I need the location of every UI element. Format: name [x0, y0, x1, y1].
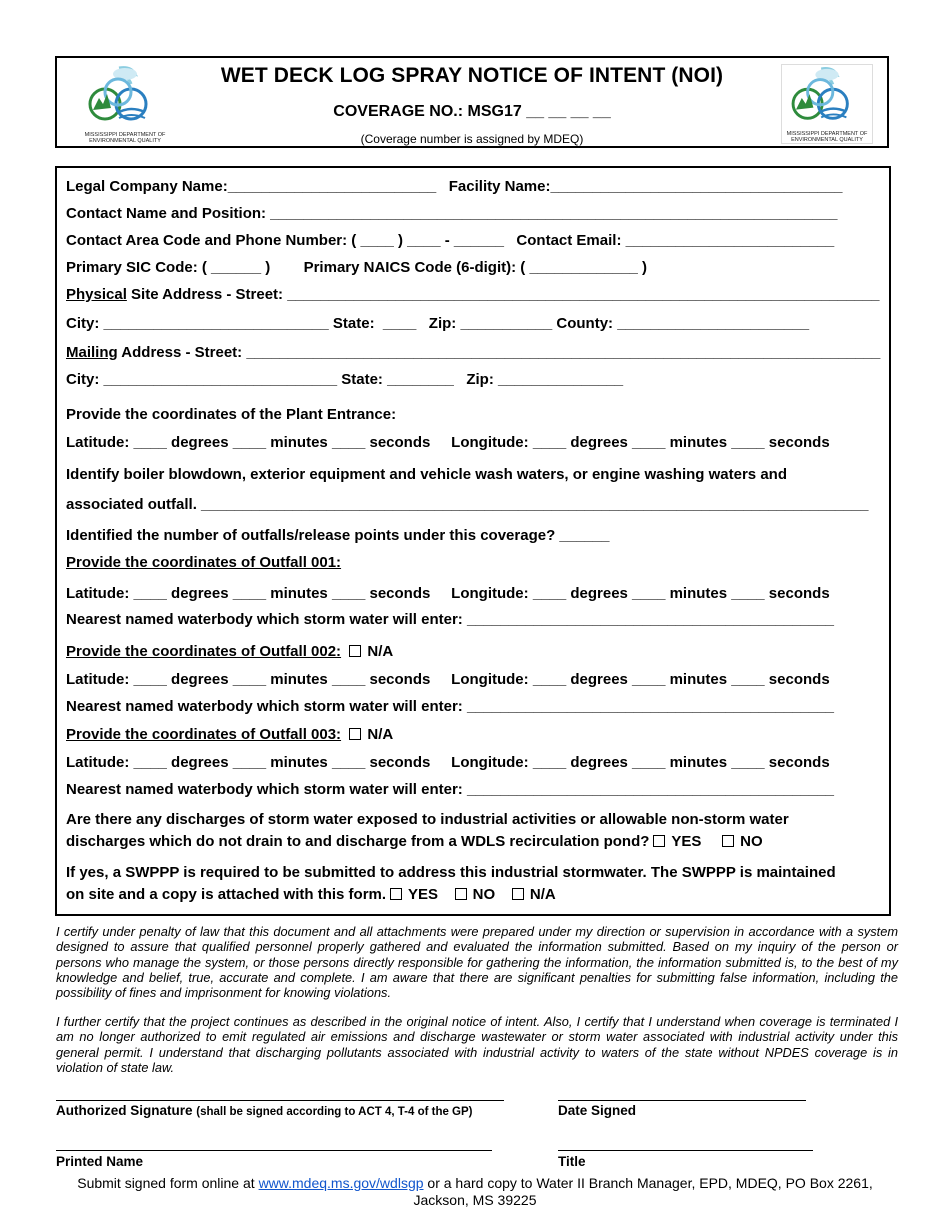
sic-naics-field[interactable]: Primary SIC Code: ( ______ ) Primary NAICS Code (6-digit): ( _____________ )	[66, 259, 648, 276]
plant-entrance-coordinates-field[interactable]: Latitude: ____ degrees ____ minutes ____ seconds Longitude: ____ degrees ____ minutes ____ seconds	[66, 434, 830, 451]
outfall-003-heading	[66, 726, 393, 744]
outfall-003-na-checkbox[interactable]	[349, 728, 361, 740]
date-signed-line[interactable]	[558, 1100, 806, 1101]
title-line[interactable]	[558, 1150, 813, 1151]
swppp-question-line-2	[66, 886, 556, 904]
noi-form	[55, 166, 891, 916]
submission-instructions	[60, 1175, 890, 1209]
associated-outfall-field[interactable]: associated outfall. ________________________________________________________________________________	[66, 496, 869, 513]
physical-address-field[interactable]	[66, 286, 880, 304]
stormwater-discharge-question-line-2	[66, 833, 763, 851]
logo-caption-line-2: ENVIRONMENTAL QUALITY	[791, 137, 863, 143]
physical-address-rest: Site Address - Street: _______________________________________________________________________	[126, 286, 880, 303]
swppp-question-line-1: If yes, a SWPPP is required to be submitted to address this industrial stormwater. The SWPPP is maintained	[66, 864, 836, 881]
swppp-question-text: on site and a copy is attached with this form.	[66, 886, 387, 903]
mdeq-logo-icon	[782, 65, 872, 129]
outfall-002-na-label: N/A	[367, 643, 394, 660]
stormwater-yes-label: YES	[671, 833, 702, 850]
outfall-003-heading-text: Provide the coordinates of Outfall 003:	[66, 726, 342, 743]
outfall-002-coordinates-field[interactable]: Latitude: ____ degrees ____ minutes ____ seconds Longitude: ____ degrees ____ minutes ____ seconds	[66, 671, 830, 688]
stormwater-yes-checkbox[interactable]	[653, 835, 665, 847]
swppp-na-checkbox[interactable]	[512, 888, 524, 900]
company-facility-field[interactable]: Legal Company Name:_________________________ Facility Name:___________________________________	[66, 178, 843, 195]
outfall-count-field[interactable]: Identified the number of outfalls/release points under this coverage? ______	[66, 527, 610, 544]
outfall-003-waterbody-field[interactable]: Nearest named waterbody which storm water will enter: ____________________________________________	[66, 781, 835, 798]
mailing-label: Mailing	[66, 344, 118, 361]
outfall-001-coordinates-field[interactable]: Latitude: ____ degrees ____ minutes ____ seconds Longitude: ____ degrees ____ minutes ____ seconds	[66, 585, 830, 602]
mdeq-logo-right	[781, 64, 873, 144]
contact-phone-email-field[interactable]: Contact Area Code and Phone Number: ( ____ ) ____ - ______ Contact Email: _________________________	[66, 232, 835, 249]
page-title: WET DECK LOG SPRAY NOTICE OF INTENT (NOI)	[220, 64, 724, 87]
form-header	[55, 56, 889, 148]
mailing-city-state-zip-field[interactable]: City: ____________________________ State: ________ Zip: _______________	[66, 371, 624, 388]
outfall-003-coordinates-field[interactable]: Latitude: ____ degrees ____ minutes ____ seconds Longitude: ____ degrees ____ minutes ____ seconds	[66, 754, 830, 771]
printed-name-line[interactable]	[56, 1150, 492, 1151]
footer-text-before: Submit signed form online at	[77, 1175, 259, 1191]
printed-name-label: Printed Name	[56, 1154, 144, 1169]
physical-city-state-zip-field[interactable]: City: ___________________________ State: ____ Zip: ___________ County: _______________________	[66, 315, 810, 332]
certification-paragraph-2: I further certify that the project continues as described in the original notice of intent. Also, I certify that I understand when coverage is terminated I am no longer authorized to emit regulated air emissions and discharge wastewater or storm water associated with industrial activity under this general permit. I understand that discharging pollutants associated with industrial activity to waters of the state without NPDES coverage is in violation of state law.	[56, 1014, 898, 1075]
logo-caption-line-2: ENVIRONMENTAL QUALITY	[89, 138, 161, 144]
stormwater-discharge-question-text: discharges which do not drain to and discharge from a WDLS recirculation pond?	[66, 833, 650, 850]
wdlsgp-link[interactable]: www.mdeq.ms.gov/wdlsgp	[258, 1175, 424, 1191]
physical-label: Physical	[66, 286, 127, 303]
logo-caption	[782, 131, 872, 143]
authorized-signature-note: (shall be signed according to ACT 4, T-4 of the GP)	[196, 1106, 473, 1118]
footer-text-after: or a hard copy to Water II Branch Manager, EPD, MDEQ, PO Box 2261, Jackson, MS 39225	[413, 1175, 873, 1208]
stormwater-discharge-question-line-1: Are there any discharges of storm water exposed to industrial activities or allowable non-storm water	[66, 811, 789, 828]
coverage-number: COVERAGE NO.: MSG17 __ __ __ __	[333, 103, 611, 120]
swppp-no-checkbox[interactable]	[455, 888, 467, 900]
swppp-no-label: NO	[472, 886, 496, 903]
outfall-003-na-label: N/A	[367, 726, 394, 743]
outfall-002-heading	[66, 643, 393, 661]
boiler-blowdown-question: Identify boiler blowdown, exterior equipment and vehicle wash waters, or engine washing waters and	[66, 466, 787, 483]
mailing-address-field[interactable]	[66, 344, 880, 362]
outfall-001-waterbody-field[interactable]: Nearest named waterbody which storm water will enter: ____________________________________________	[66, 611, 835, 628]
stormwater-no-checkbox[interactable]	[722, 835, 734, 847]
swppp-yes-checkbox[interactable]	[390, 888, 402, 900]
outfall-001-heading	[66, 554, 341, 572]
logo-caption-line-1: MISSISSIPPI DEPARTMENT OF	[84, 132, 166, 138]
authorized-signature-line[interactable]	[56, 1100, 504, 1101]
mailing-address-rest: Address - Street: ____________________________________________________________________________	[117, 344, 881, 361]
date-signed-label: Date Signed	[558, 1103, 637, 1118]
contact-name-field[interactable]: Contact Name and Position: ____________________________________________________________________	[66, 205, 838, 222]
outfall-001-heading-text: Provide the coordinates of Outfall 001:	[66, 554, 342, 571]
swppp-na-label: N/A	[529, 886, 556, 903]
plant-entrance-heading: Provide the coordinates of the Plant Entrance:	[66, 406, 397, 423]
swppp-yes-label: YES	[407, 886, 438, 903]
outfall-002-waterbody-field[interactable]: Nearest named waterbody which storm water will enter: ____________________________________________	[66, 698, 835, 715]
logo-caption-line-1: MISSISSIPPI DEPARTMENT OF	[786, 131, 868, 137]
stormwater-no-label: NO	[740, 833, 763, 850]
title-label: Title	[558, 1154, 586, 1169]
outfall-002-heading-text: Provide the coordinates of Outfall 002:	[66, 643, 342, 660]
outfall-002-na-checkbox[interactable]	[349, 645, 361, 657]
authorized-signature-text: Authorized Signature	[56, 1103, 197, 1118]
authorized-signature-label	[56, 1103, 473, 1118]
certification-paragraph-1: I certify under penalty of law that this document and all attachments were prepared under my direction or supervision in accordance with a system designed to assure that qualified personnel properly gathered and evaluated the information submitted. Based on my inquiry of the person or persons who manage the system, or those persons directly responsible for gathering the information, the information submitted is, to the best of my knowledge and belief, true, accurate and complete. I am aware that there are significant penalties for submitting false information, including the possibility of fines and imprisonment for knowing violations.	[56, 924, 898, 1001]
coverage-note: (Coverage number is assigned by MDEQ)	[360, 132, 584, 146]
